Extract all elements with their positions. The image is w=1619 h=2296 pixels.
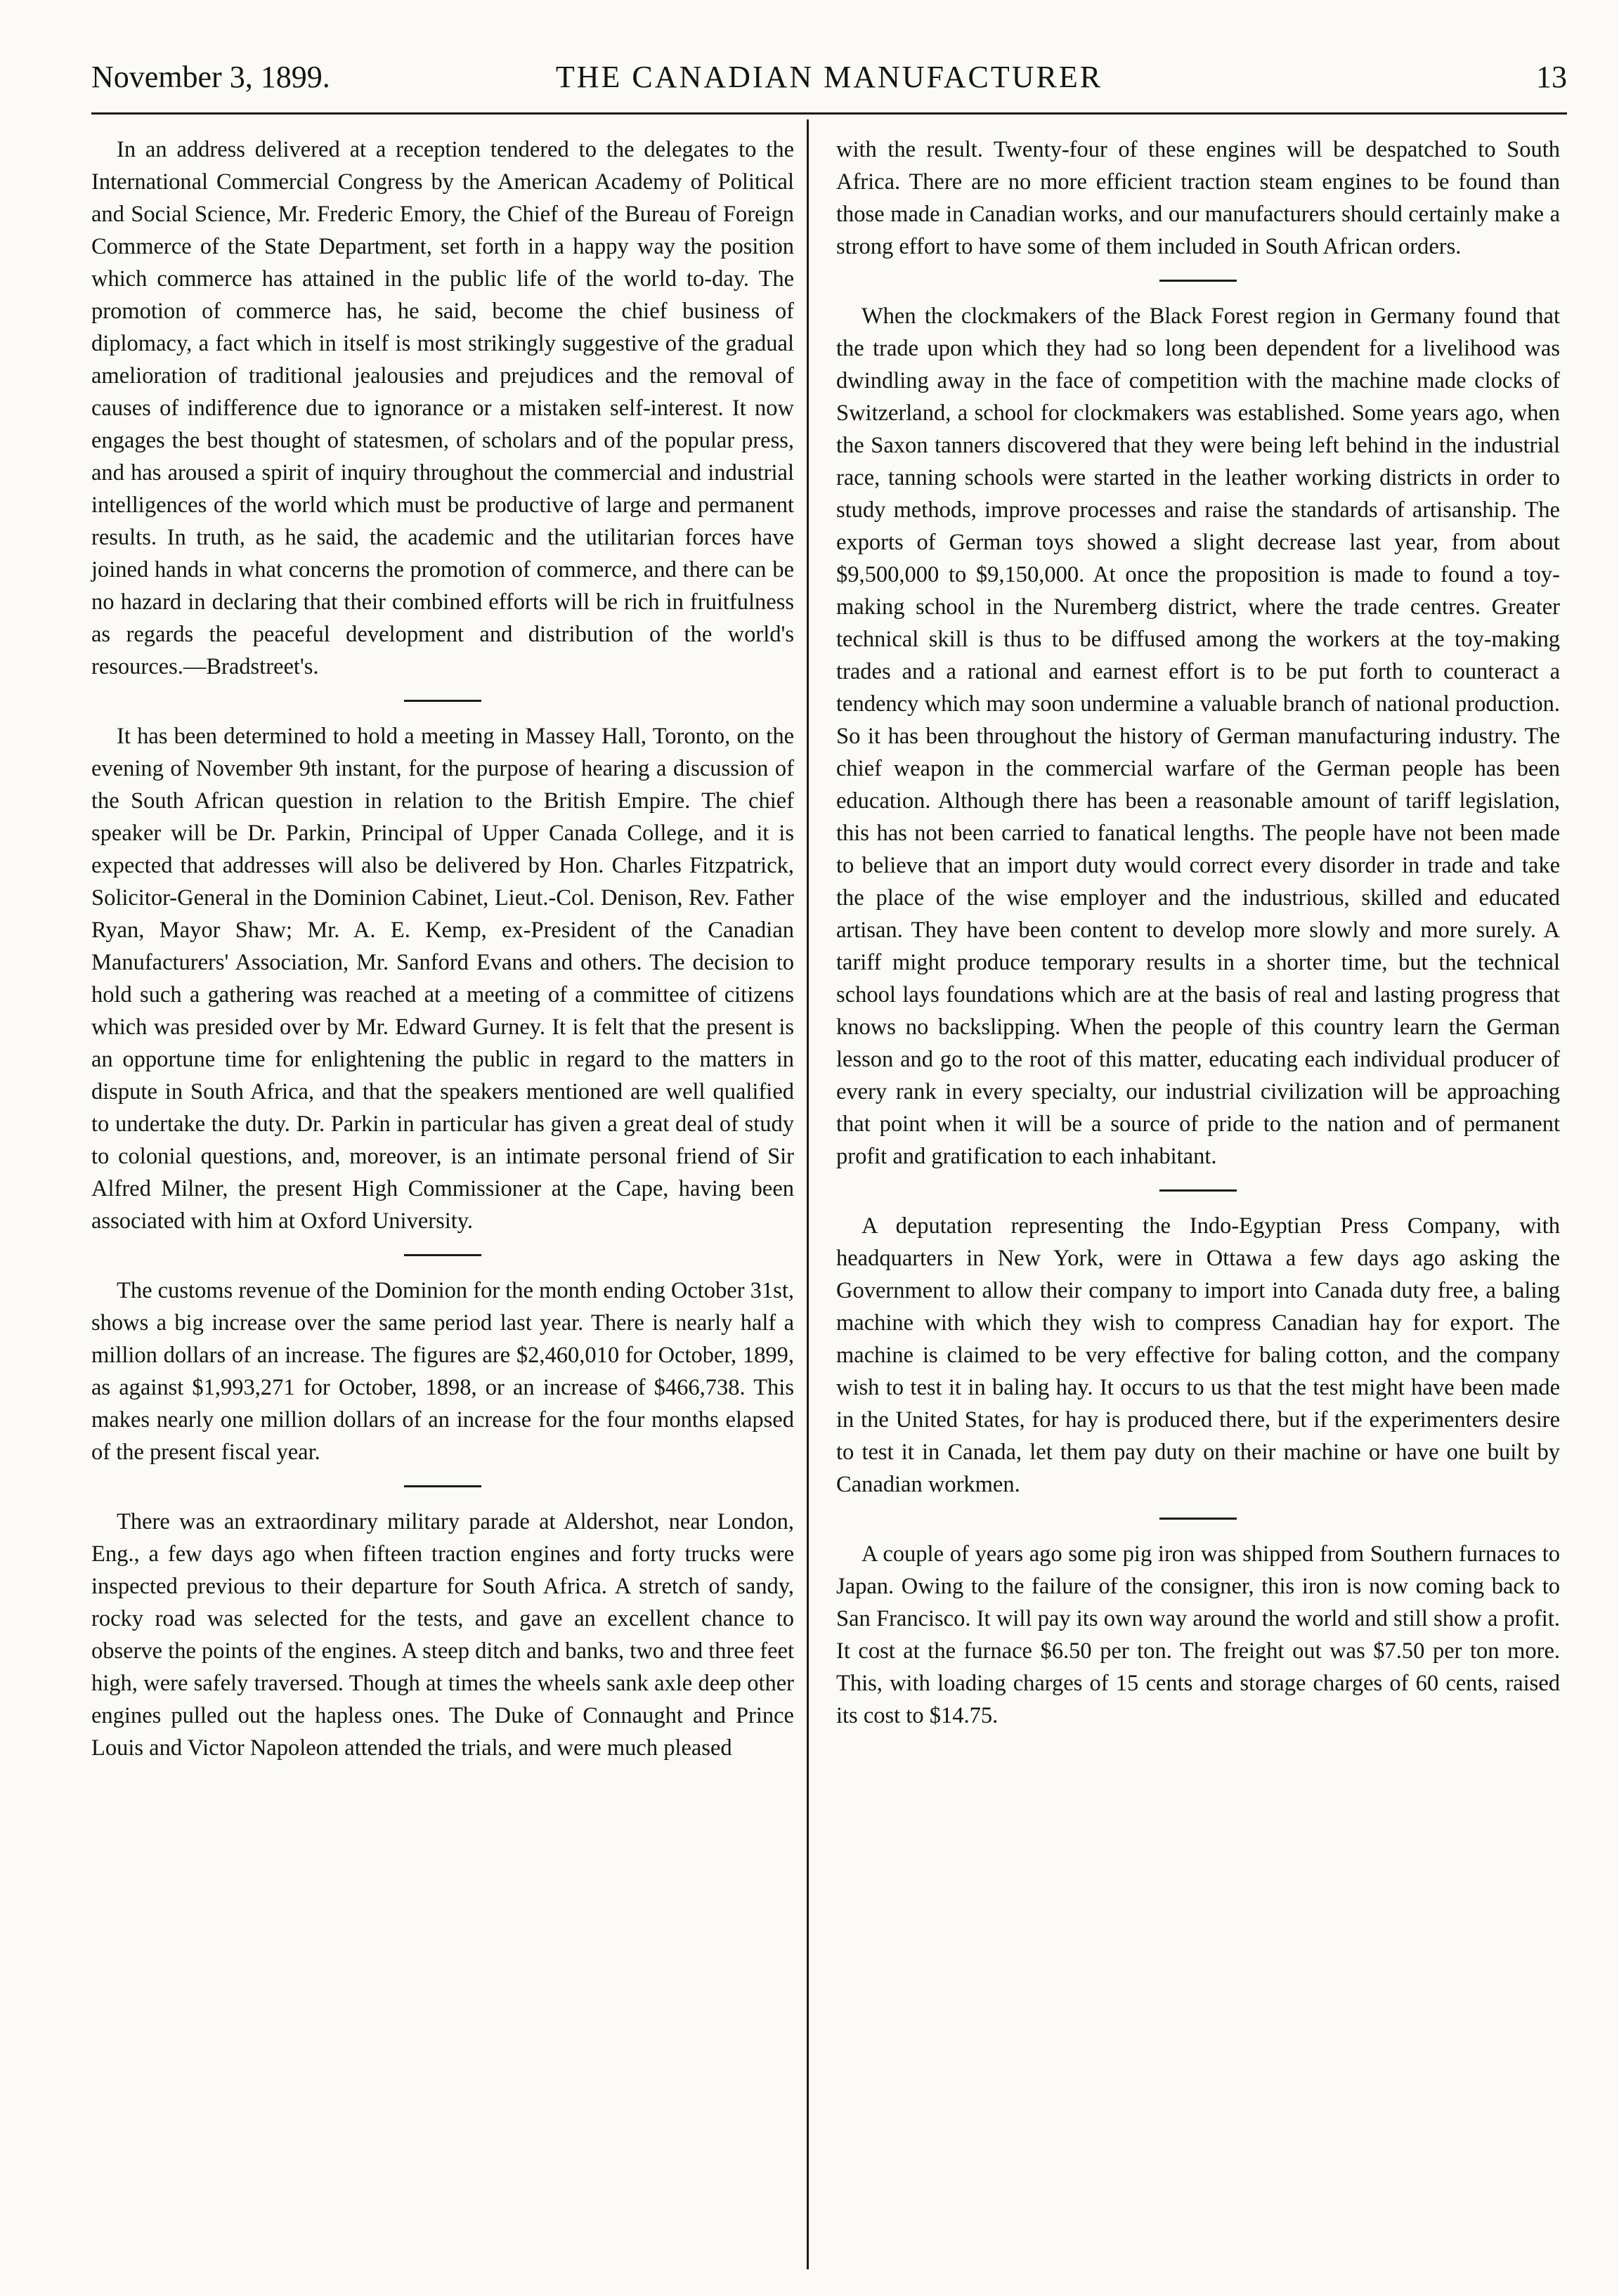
header-rule: [91, 112, 1567, 115]
article-baling-machine: A deputation representing the Indo-Egyptian Press Company, with headquarters in New York, were in Ottawa a few days ago asking the Government to allow their company to import into Canada duty free, a baling machine with which they wish to compress Canadian hay for export. The machine is claimed to be very effective for baling cotton, and the company wish to test it in baling hay. It occurs to us that the test might have been made in the United States, for hay is produced there, but if the experimenters desire to test it in Canada, let them pay duty on their machine or have one built by Canadian workmen.: [836, 1213, 1560, 1497]
column-divider: [807, 119, 809, 2269]
right-column: [836, 133, 1560, 1732]
article-pig-iron: A couple of years ago some pig iron was shipped from Southern furnaces to Japan. Owing to the failure of the consigner, this iron is now coming back to San Francisco. It will pay its own way around the world and still show a profit. It cost at the furnace $6.50 per ton. The freight out was $7.50 per ton more. This, with loading charges of 15 cents and storage charges of 60 cents, raised its cost to $14.75.: [836, 1541, 1560, 1728]
issue-date: November 3, 1899.: [91, 60, 330, 94]
article-separator: [1159, 280, 1237, 282]
article-separator: [404, 1485, 481, 1487]
article-massey-hall-meeting: It has been determined to hold a meeting in Massey Hall, Toronto, on the evening of November 9th instant, for the purpose of hearing a discussion of the South African question in relation to the British Empire. The chief speaker will be Dr. Parkin, Principal of Upper Canada College, and it is expected that addresses will also be delivered by Hon. Charles Fitzpatrick, Solicitor-General in the Dominion Cabinet, Lieut.-Col. Denison, Rev. Father Ryan, Mayor Shaw; Mr. A. E. Kemp, ex-President of the Canadian Manufacturers' Association, Mr. Sanford Evans and others. The decision to hold such a gathering was reached at a meeting of a committee of citizens which was presided over by Mr. Edward Gurney. It is felt that the present is an opportune time for enlightening the public in regard to the matters in dispute in South Africa, and that the speakers mentioned are well qualified to undertake the duty. Dr. Parkin in particular has given a great deal of study to colonial questions, and, moreover, is an intimate personal friend of Sir Alfred Milner, the present High Commissioner at the Cape, having been associated with him at Oxford University.: [91, 724, 794, 1234]
publication-title: THE CANADIAN MANUFACTURER: [555, 60, 1103, 94]
article-aldershot-parade: There was an extraordinary military parade at Aldershot, near London, Eng., a few days ago when fifteen traction engines and forty trucks were inspected previous to their departure for South Africa. A stretch of sandy, rocky road was selected for the tests, and gave an excellent chance to observe the points of the engines. A steep ditch and banks, two and three feet high, were safely traversed. Though at times the wheels sank axle deep other engines pulled out the hapless ones. The Duke of Connaught and Prince Louis and Victor Napoleon attended the trials, and were much pleased: [91, 1509, 795, 1761]
article-separator: [1159, 1518, 1237, 1520]
article-aldershot-continuation: with the result. Twenty-four of these engines will be despatched to South Africa. There are no more efficient traction steam engines to be found than those made in Canadian works, and our manufacturers should certainly make a strong effort to have some of them included in South African orders.: [836, 137, 1560, 259]
article-separator: [404, 700, 481, 702]
page-header: [91, 56, 1567, 98]
page-number: 13: [1536, 60, 1567, 94]
article-customs-revenue: The customs revenue of the Dominion for the month ending October 31st, shows a big increase over the same period last year. There is nearly half a million dollars of an increase. The figures are $2,460,010 for October, 1899, as against $1,993,271 for October, 1898, or an increase of $466,738. This makes nearly one million dollars of an increase for the four months elapsed of the present fiscal year.: [91, 1278, 794, 1465]
article-commerce-diplomacy: In an address delivered at a reception tendered to the delegates to the International Commercial Congress by the American Academy of Political and Social Science, Mr. Frederic Emory, the Chief of the Bureau of Foreign Commerce of the State Department, set forth in a happy way the position which commerce has attained in the public life of the world to-day. The promotion of commerce has, he said, become the chief business of diplomacy, a fact which in itself is most strikingly suggestive of the gradual amelioration of traditional jealousies and prejudices and the removal of causes of indifference due to ignorance or a mistaken self-interest. It now engages the best thought of statesmen, of scholars and of the popular press, and has aroused a spirit of inquiry throughout the commercial and industrial intelligences of the world which must be productive of large and permanent results. In truth, as he said, the academic and the utilitarian forces have joined hands in what concerns the promotion of commerce, and there can be no hazard in declaring that their combined efforts will be rich in fruitfulness as regards the peaceful development and distribution of the world's resources.—Bradstreet's.: [91, 137, 794, 679]
left-column: [91, 133, 794, 1764]
article-german-technical-schools: When the clockmakers of the Black Forest region in Germany found that the trade upon which they had so long been dependent for a livelihood was dwindling away in the face of competition with the machine made clocks of Switzerland, a school for clockmakers was established. Some years ago, when the Saxon tanners discovered that they were being left behind in the industrial race, tanning schools were started in the leather working districts in order to study methods, improve processes and raise the standards of artisanship. The exports of German toys showed a slight decrease last year, from about $9,500,000 to $9,150,000. At once the proposition is made to found a toy-making school in the Nuremberg district, where the trade centres. Greater technical skill is thus to be diffused among the workers at the toy-making trades and a rational and earnest effort is to be put forth to counteract a tendency which may soon undermine a valuable branch of national production. So it has been throughout the history of German manufacturing industry. The chief weapon in the commercial warfare of the German people has been education. Although there has been a reasonable amount of tariff legislation, this has not been carried to fanatical lengths. The people have not been made to believe that an import duty would correct every disorder in trade and take the place of the wise employer and the industrious, skilled and educated artisan. They have been content to develop more slowly and more surely. A tariff might produce temporary results in a shorter time, but the technical school lays foundations which are at the basis of real and lasting progress that knows no backslipping. When the people of this country learn the German lesson and go to the root of this matter, educating each individual producer of every rank in every specialty, our industrial civilization will be approaching that point when it will be a source of pride to the nation and of permanent profit and gratification to each inhabitant.: [836, 304, 1560, 1169]
article-separator: [404, 1254, 481, 1256]
article-separator: [1159, 1189, 1237, 1192]
